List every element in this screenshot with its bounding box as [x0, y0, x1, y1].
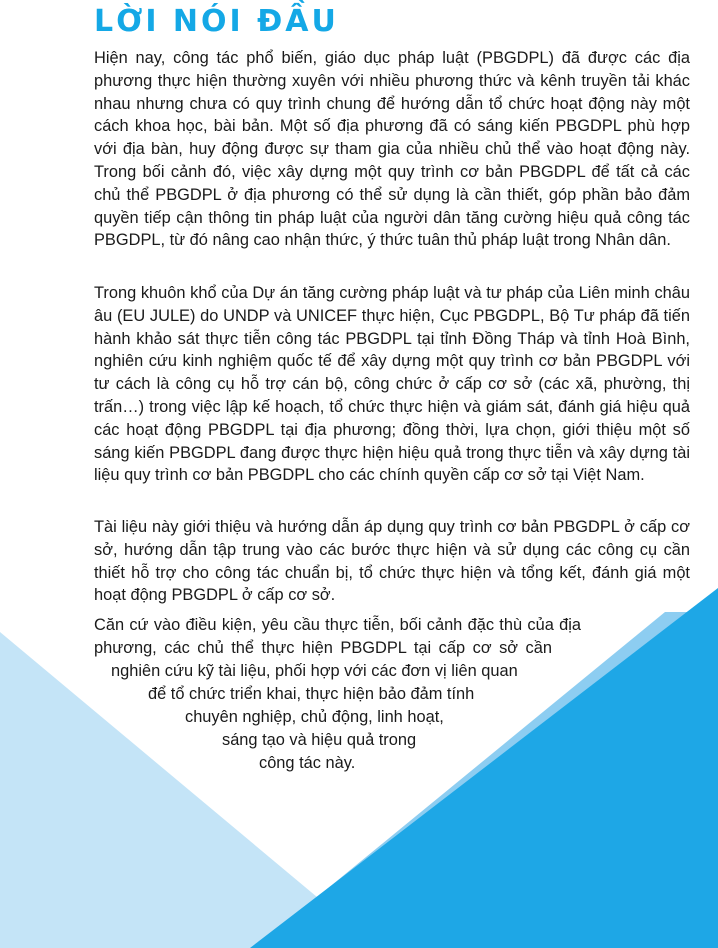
closing-line: sáng tạo và hiệu quả trong: [222, 731, 417, 749]
page-title: LỜI NÓI ĐẦU: [94, 4, 339, 39]
closing-line: để tổ chức triển khai, thực hiện bảo đảm tính: [148, 685, 475, 703]
closing-line: phương, các chủ thể thực hiện PBGDPL tại cấp cơ sở cần: [94, 639, 552, 657]
closing-line: nghiên cứu kỹ tài liệu, phối hợp với các đơn vị liên quan: [111, 662, 518, 680]
closing-line: Căn cứ vào điều kiện, yêu cầu thực tiễn, bối cảnh đặc thù của địa: [94, 616, 581, 634]
paragraph-2: Trong khuôn khổ của Dự án tăng cường pháp luật và tư pháp của Liên minh châu âu (EU JULE) do UNDP và UNICEF thực hiện, Cục PBGDPL, Bộ Tư pháp đã tiến hành khảo sát thực tiễn công tác PBGDPL tại tỉnh Đồng Tháp và tỉnh Hoà Bình, nghiên cứu kinh nghiệm quốc tế để xây dựng một quy trình cơ bản PBGDPL với tư cách là công cụ hỗ trợ cán bộ, công chức ở cấp cơ sở (các xã, phường, thị trấn…) trong việc lập kế hoạch, tổ chức thực hiện và giám sát, đánh giá hiệu quả các hoạt động PBGDPL tại địa phương; đồng thời, lựa chọn, giới thiệu một số sáng kiến PBGDPL đang được thực hiện hiệu quả trong thực tiễn và xây dựng tài liệu quy trình cơ bản PBGDPL cho các chính quyền cấp cơ sở tại Việt Nam.: [94, 284, 690, 485]
closing-line: công tác này.: [259, 754, 356, 772]
paragraph-1: Hiện nay, công tác phổ biến, giáo dục pháp luật (PBGDPL) đã được các địa phương thực hiện thường xuyên với nhiều phương thức và kênh truyền tải khác nhau nhưng chưa có quy trình chung để hướng dẫn tổ chức hoạt động này một cách khoa học, bài bản. Một số địa phương đã có sáng kiến PBGDPL phù hợp với địa bàn, huy động được sự tham gia của nhiều chủ thể vào hoạt động này. Trong bối cảnh đó, việc xây dựng một quy trình cơ bản PBGDPL để tất cả các chủ thể PBGDPL ở địa phương có thể sử dụng là cần thiết, góp phần bảo đảm quyền tiếp cận thông tin pháp luật của người dân tăng cường hiệu quả công tác PBGDPL, từ đó nâng cao nhận thức, ý thức tuân thủ pháp luật trong Nhân dân.: [94, 49, 690, 250]
paragraph-3: Tài liệu này giới thiệu và hướng dẫn áp dụng quy trình cơ bản PBGDPL ở cấp cơ sở, hướng dẫn tập trung vào các bước thực hiện và sử dụng các công cụ cần thiết hỗ trợ cho công tác chuẩn bị, tổ chức thực hiện và tổng kết, đánh giá một hoạt động PBGDPL ở cấp cơ sở.: [94, 518, 690, 605]
closing-line: chuyên nghiệp, chủ động, linh hoạt,: [185, 708, 444, 726]
